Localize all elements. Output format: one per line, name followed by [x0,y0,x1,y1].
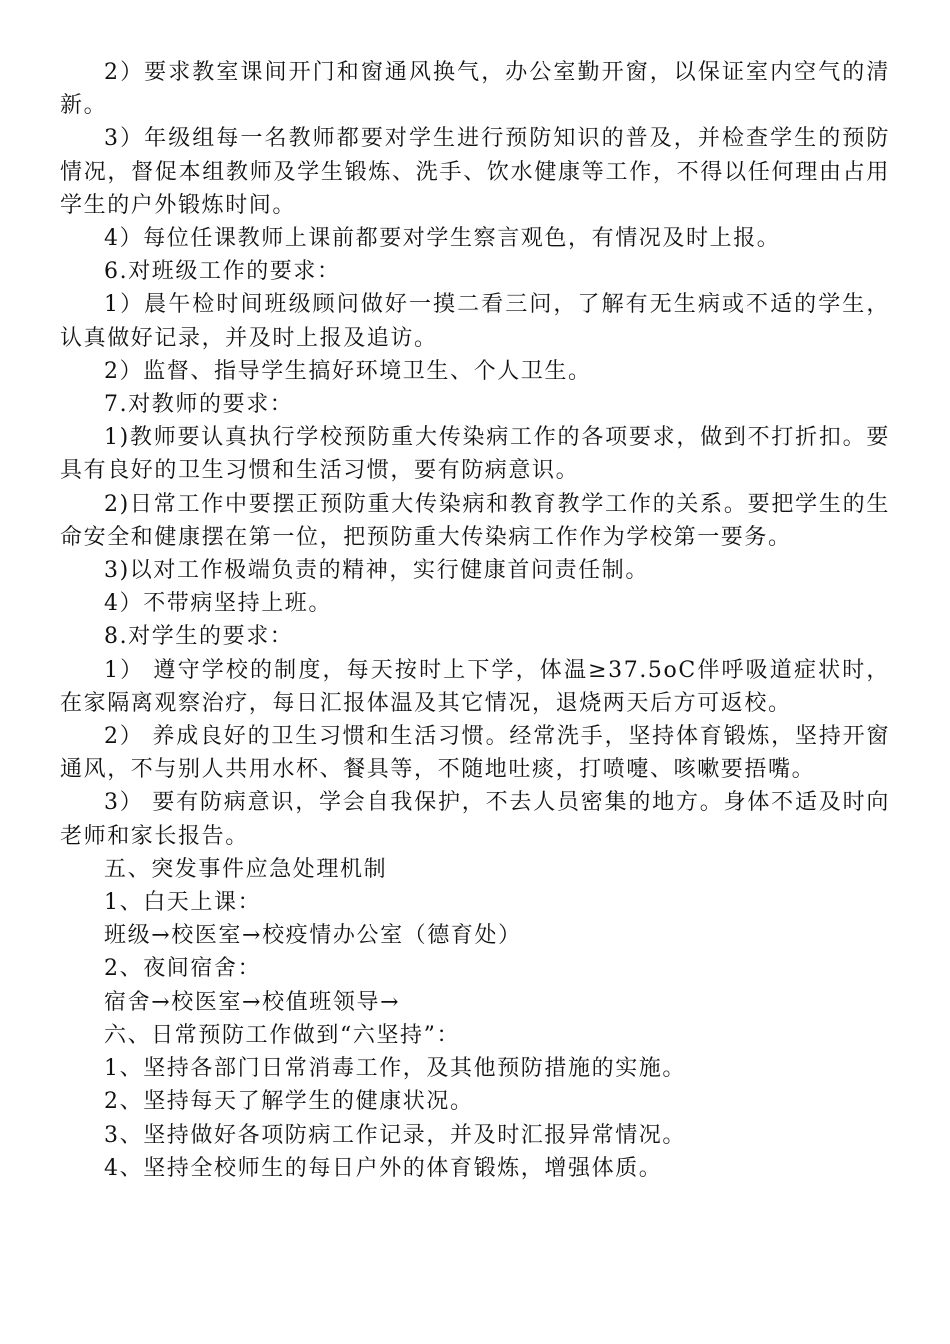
paragraph: 4）每位任课教师上课前都要对学生察言观色，有情况及时上报。 [104,226,781,252]
document-body [60,56,890,1185]
section-heading: 8.对学生的要求： [104,624,294,650]
section-heading: 五、突发事件应急处理机制 [104,856,388,882]
paragraph: 2、坚持每天了解学生的健康状况。 [104,1089,474,1115]
paragraph: 1、坚持各部门日常消毒工作，及其他预防措施的实施。 [104,1056,686,1082]
paragraph: 3)以对工作极端负责的精神，实行健康首问责任制。 [104,558,649,584]
section-heading: 六、日常预防工作做到“六坚持”： [104,1022,461,1048]
paragraph: 1）晨午检时间班级顾问做好一摸二看三问，了解有无生病或不适的学生，认真做好记录，并及时上报及追访。 [60,292,890,351]
paragraph: 2）要求教室课间开门和窗通风换气，办公室勤开窗，以保证室内空气的清新。 [60,60,890,119]
paragraph: 1、白天上课： [104,890,262,916]
paragraph: 4）不带病坚持上班。 [104,591,332,617]
paragraph: 2)日常工作中要摆正预防重大传染病和教育教学工作的关系。要把学生的生命安全和健康摆在第一位，把预防重大传染病工作作为学校第一要务。 [60,491,890,550]
paragraph: 1） 遵守学校的制度，每天按时上下学，体温≥37.5oC伴呼吸道症状时，在家隔离观察治疗，每日汇报体温及其它情况，退烧两天后方可返校。 [60,657,890,716]
section-heading: 6.对班级工作的要求： [104,259,341,285]
paragraph: 2） 养成良好的卫生习惯和生活习惯。经常洗手，坚持体育锻炼，坚持开窗通风，不与别人共用水杯、餐具等，不随地吐痰，打喷嚏、咳嗽要捂嘴。 [60,724,890,783]
section-heading: 7.对教师的要求： [104,392,294,418]
paragraph: 2、夜间宿舍： [104,956,262,982]
paragraph: 1)教师要认真执行学校预防重大传染病工作的各项要求，做到不打折扣。要具有良好的卫生习惯和生活习惯，要有防病意识。 [60,425,890,484]
paragraph: 3）年级组每一名教师都要对学生进行预防知识的普及，并检查学生的预防情况，督促本组教师及学生锻炼、洗手、饮水健康等工作，不得以任何理由占用学生的户外锻炼时间。 [60,126,890,218]
paragraph: 3） 要有防病意识，学会自我保护，不去人员密集的地方。身体不适及时向老师和家长报告。 [60,790,890,849]
paragraph: 2）监督、指导学生搞好环境卫生、个人卫生。 [104,358,592,384]
paragraph: 3、坚持做好各项防病工作记录，并及时汇报异常情况。 [104,1122,686,1148]
flow-line: 班级→校医室→校疫情办公室（德育处） [104,923,522,949]
paragraph: 4、坚持全校师生的每日户外的体育锻炼，增强体质。 [104,1155,663,1181]
flow-line: 宿舍→校医室→校值班领导→ [104,989,401,1015]
